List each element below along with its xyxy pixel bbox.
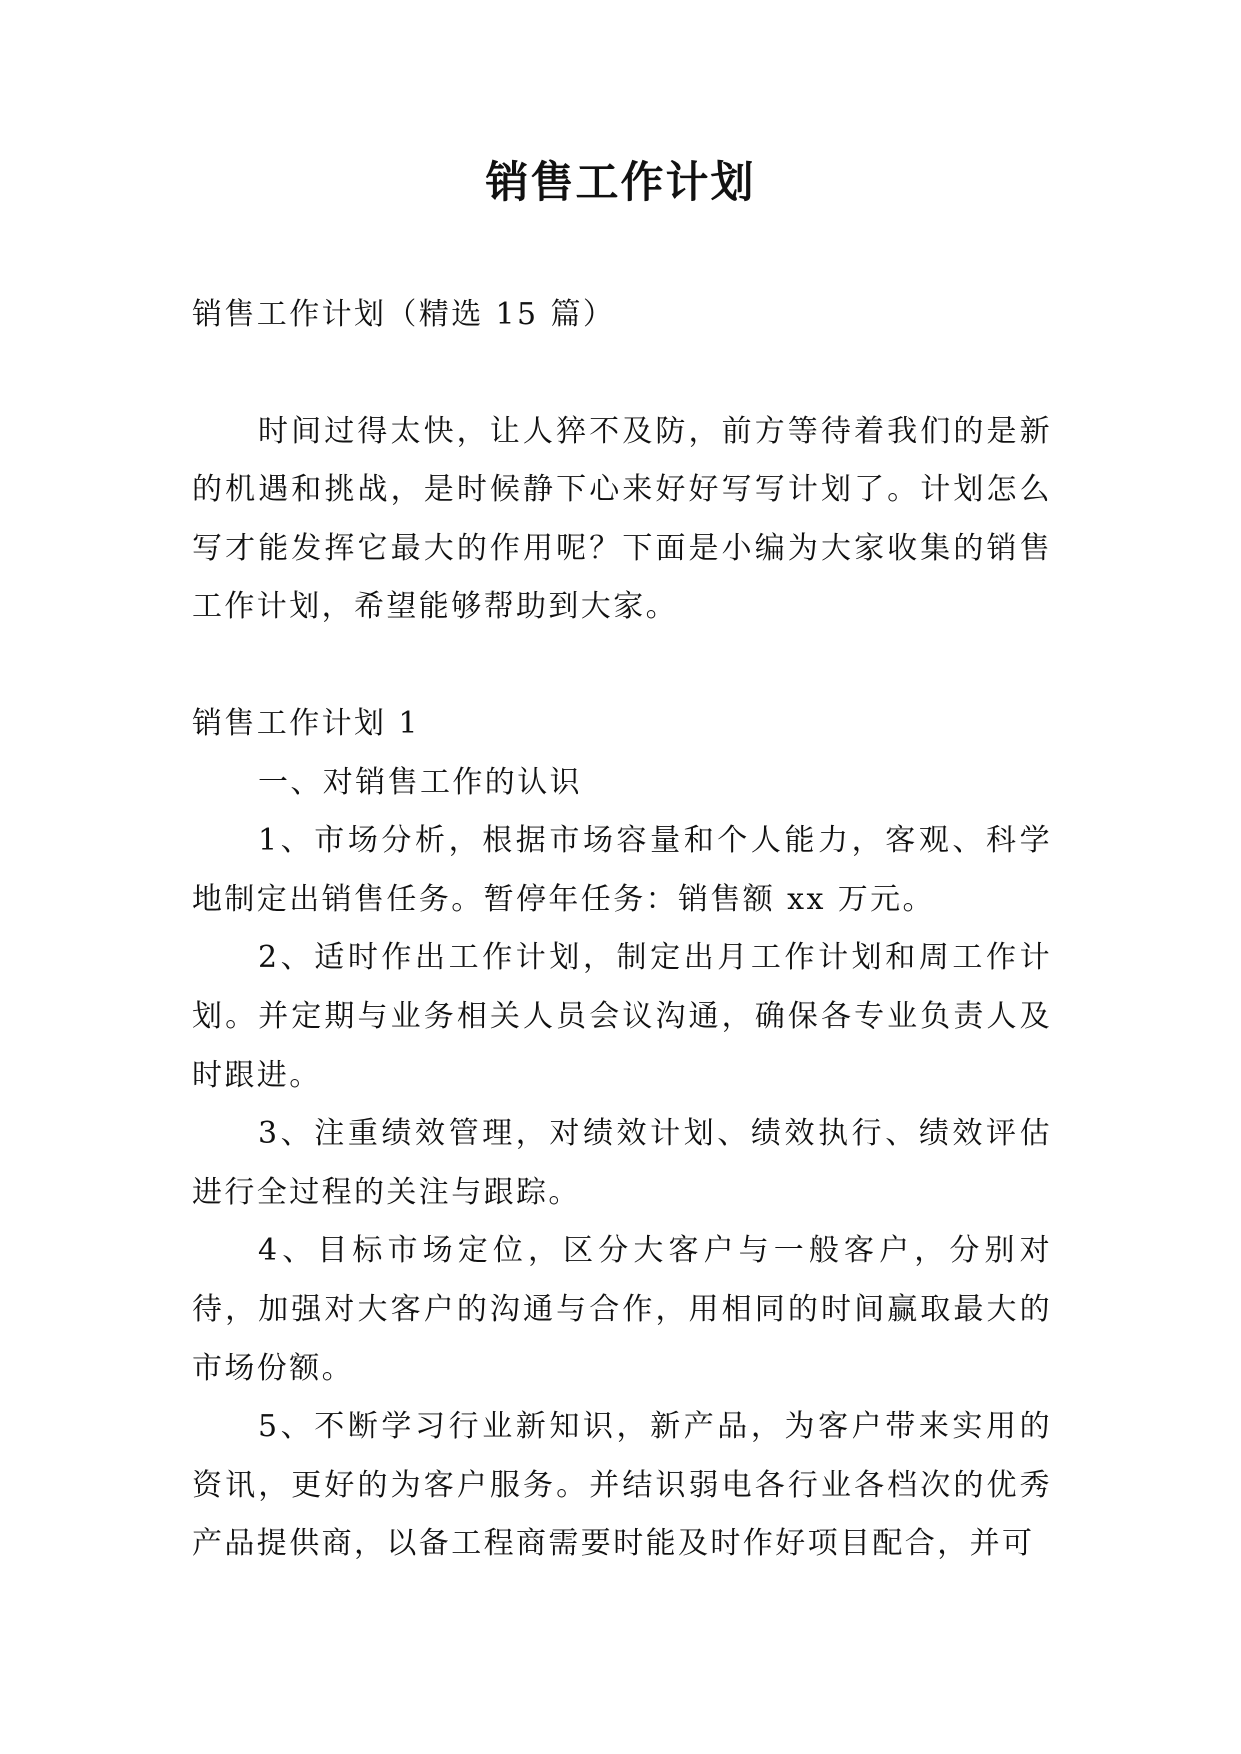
intro-paragraph: 时间过得太快，让人猝不及防，前方等待着我们的是新的机遇和挑战，是时候静下心来好好写写计划了。计划怎么写才能发挥它最大的作用呢？下面是小编为大家收集的销售工作计划，希望能够帮助到大家。 [192,413,1052,625]
document-subtitle: 销售工作计划（精选 15 篇） [192,297,616,332]
document-title: 销售工作计划 [485,158,756,208]
list-item: 1、市场分析，根据市场容量和个人能力，客观、科学地制定出销售任务。暂停年任务：销售额 xx 万元。 [192,823,1052,917]
section-heading: 一、对销售工作的认识 [258,764,582,800]
section-title: 销售工作计划 1 [192,705,420,741]
list-item: 2、适时作出工作计划，制定出月工作计划和周工作计划。并定期与业务相关人员会议沟通，确保各专业负责人及时跟进。 [192,940,1052,1093]
list-item: 3、注重绩效管理，对绩效计划、绩效执行、绩效评估进行全过程的关注与跟踪。 [192,1116,1052,1210]
list-item: 4、目标市场定位，区分大客户与一般客户，分别对待，加强对大客户的沟通与合作，用相同的时间赢取最大的市场份额。 [192,1233,1052,1386]
list-item: 5、不断学习行业新知识，新产品，为客户带来实用的资讯，更好的为客户服务。并结识弱电各行业各档次的优秀产品提供商，以备工程商需要时能及时作好项目配合，并可 [192,1409,1052,1562]
document-body [192,286,1052,1574]
